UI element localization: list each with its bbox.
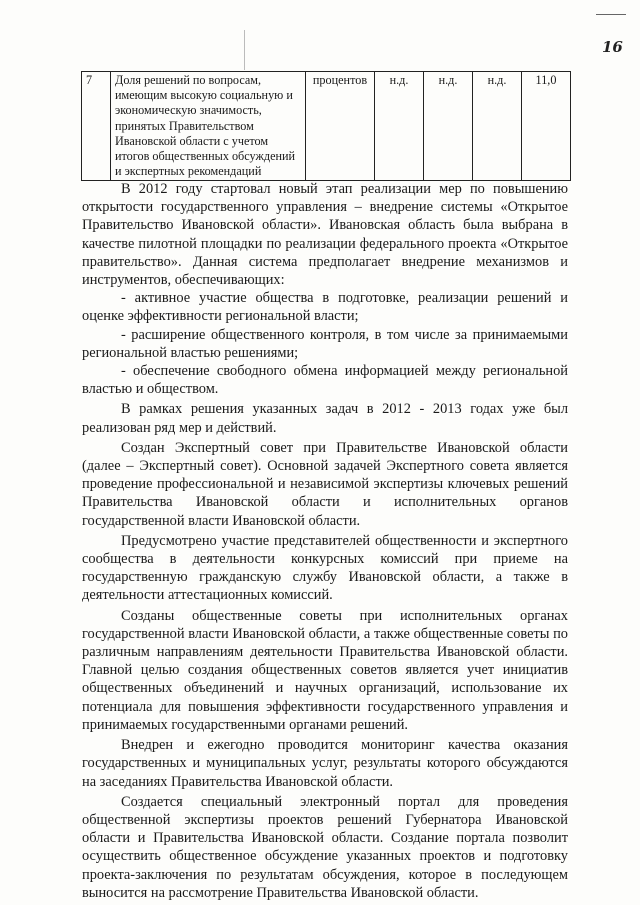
value-cell-1: н.д. — [375, 72, 424, 181]
paragraph-public-councils: Созданы общественные советы при исполнительных органах государственной власти Ивановской области, а также общественные советы по различным направлениям деятельности Правительства Ивановской области. Главной целью создания общественных советов является учет инициатив общественных объединений и научных организаций, использование их потенциала для повышения эффективности государственного управления и принимаемых государственными органами решений. — [82, 607, 568, 733]
scan-fold-mark — [244, 30, 245, 70]
description-line: итогов общественных обсуждений — [115, 149, 296, 164]
scan-corner-mark — [596, 14, 626, 15]
paragraph-monitoring: Внедрен и ежегодно проводится мониторинг качества оказания государственных и муниципальных услуг, результаты которого обсуждаются на заседаниях Правительства Ивановской области. — [82, 737, 568, 790]
document-body — [82, 180, 568, 902]
description-line: и экспертных рекомендаций — [115, 164, 262, 179]
paragraph-open-government: В 2012 году стартовал новый этап реализации мер по повышению открытости государственного управления – внедрение системы «Открытое Правительство Ивановской области». Ивановская область была выбрана в качестве пилотной площадки по реализации федерального проекта «Открытое правительство». Данная система предполагает внедрение механизмов и инструментов, обеспечивающих: — [82, 181, 568, 289]
paragraph-measures: В рамках решения указанных задач в 2012 - 2013 годах уже был реализован ряд мер и действий. — [82, 401, 568, 436]
paragraph-expert-council: Создан Экспертный совет при Правительстве Ивановской области (далее – Экспертный совет). Основной задачей Экспертного совета является проведение профессиональной и независимой экспертизы ключевых решений Правительства Ивановской области и исполнительных органов государственной власти Ивановской области. — [82, 439, 568, 529]
row-number: 7 — [82, 72, 111, 181]
description-line: экономическую значимость, — [115, 103, 262, 118]
page-number: 16 — [602, 38, 623, 56]
value-cell-3: н.д. — [473, 72, 522, 181]
description-line: принятых Правительством — [115, 118, 254, 133]
value-cell-2: н.д. — [424, 72, 473, 181]
value-cell-4: 11,0 — [522, 72, 571, 181]
table-row — [82, 72, 571, 181]
bullet-information-exchange: - обеспечение свободного обмена информацией между региональной властью и обществом. — [82, 363, 568, 398]
indicator-description — [111, 72, 306, 181]
description-line: Ивановской области с учетом — [115, 133, 269, 148]
indicator-table — [81, 71, 571, 181]
paragraph-competition-commissions: Предусмотрено участие представителей общественности и экспертного сообщества в деятельности конкурсных комиссий при приеме на государственную гражданскую службу Ивановской области, а также в деятельности аттестационных комиссий. — [82, 532, 568, 604]
unit-cell: процентов — [306, 72, 375, 181]
bullet-participation: - активное участие общества в подготовке, реализации решений и оценке эффективности региональной власти; — [82, 290, 568, 325]
description-line: имеющим высокую социальную и — [115, 88, 293, 103]
description-line: Доля решений по вопросам, — [115, 73, 262, 87]
paragraph-portal: Создается специальный электронный портал для проведения общественной экспертизы проектов решений Губернатора Ивановской области и Правительства Ивановской области. Создание портала позволит осуществить общественное обсуждение указанных проектов и подготовку проекта-заключения по результатам обсуждения, которое в последующем выносится на рассмотрение Правительства Ивановской области. — [82, 793, 568, 901]
bullet-public-control: - расширение общественного контроля, в том числе за принимаемыми региональной властью решениями; — [82, 326, 568, 361]
